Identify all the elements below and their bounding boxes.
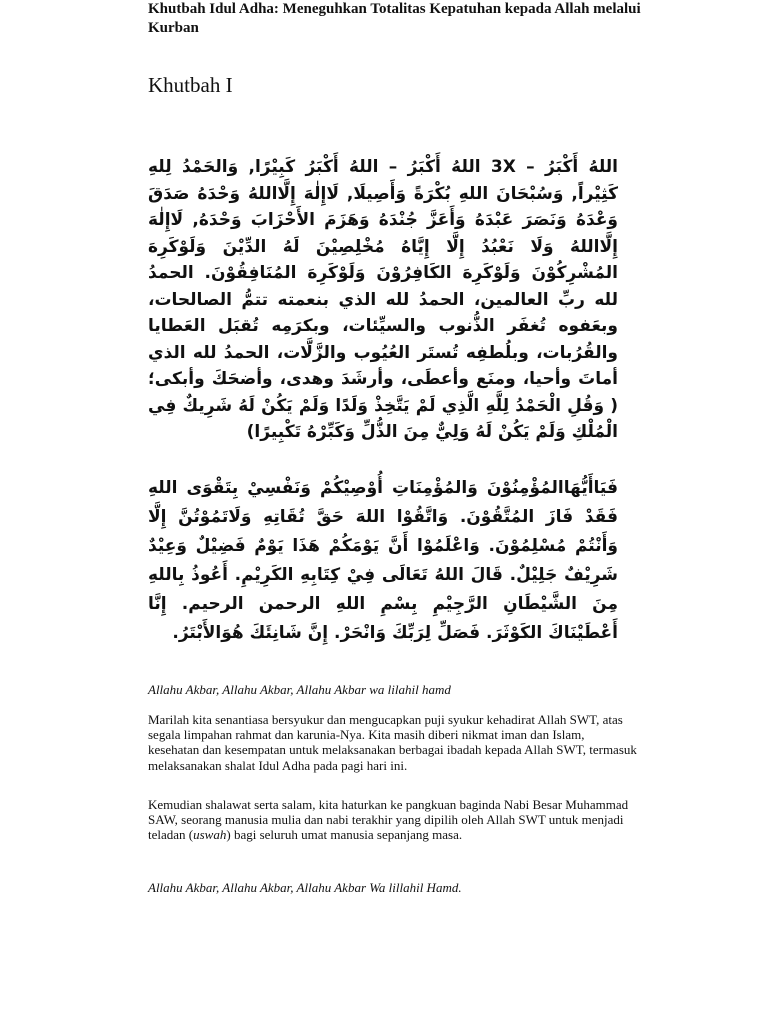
paragraph-shalawat-text-after: ) bagi seluruh umat manusia sepanjang masa. — [226, 827, 463, 843]
paragraph-shalawat-text-before: Kemudian shalawat serta salam, kita haturkan ke pangkuan baginda Nabi Besar Muhammad SAW, seorang manusia mulia dan nabi terakhir yang dipilih oleh Allah SWT untuk menjadi teladan ( — [148, 797, 629, 843]
takbir-line-1: Allahu Akbar, Allahu Akbar, Allahu Akbar wa lilahil hamd — [148, 682, 451, 697]
paragraph-syukur: Marilah kita senantiasa bersyukur dan mengucapkan puji syukur kehadirat Allah SWT, atas segala limpahan rahmat dan karunia-Nya. Kita masih diberi nikmat iman dan Islam, kesehatan dan kesempatan untuk melaksanakan berbagai ibadah kepada Allah SWT, termasuk melaksanakan shalat Idul Adha pada pagi hari ini. — [148, 712, 637, 773]
arabic-opening-takbir: اللهُ أَكْبَرُ – 3X اللهُ أَكْبَرُ – اللهُ أَكْبَرُ كَبِيْرًا, وَالحَمْدُ لِلهِ كَثِيْراً, وَسُبْحَانَ اللهِ بُكْرَةً وَأَصِيلَا, لَاإِلٰهَ إِلَّااللهُ وَحْدَهُ صَدَقَ وَعْدَهُ وَنَصَرَ عَبْدَهُ وَأَعَزَّ جُنْدَهُ وَهَزَمَ الأَحْزَابَ وَحْدَهُ, لَاإِلٰهَ إِلَّااللهُ وَلَا نَعْبُدُ إِلَّا إِيَّاهُ مُخْلِصِيْنَ لَهُ الدِّيْنَ وَلَوْكَرِهَ المُشْرِكُوْنَ وَلَوْكَرِهَ الكَافِرُوْنَ وَلَوْكَرِهَ المُنَافِقُوْنَ. الحمدُ لله ربِّ العالمين، الحمدُ لله الذي بنعمته تتمُّ الصالحات، وبعَفوه تُغفَر الذُّنوب والسيِّئات، وبكرَمِه تُقبَل العَطايا والقُرُبات، وبلُطفِه تُستَر العُيُوب والزَّلَّات، الحمدُ لله الذي أماتَ وأحيا، ومنَع وأعطَى، وأرشَدَ وهدى، وأضحَكَ وأبكى؛ ( وَقُلِ الْحَمْدُ لِلَّهِ الَّذِي لَمْ يَتَّخِذْ وَلَدًا وَلَمْ يَكُنْ لَهُ شَرِيكٌ فِي الْمُلْكِ وَلَمْ يَكُنْ لَهُ وَلِيٌّ مِنَ الذُّلِّ وَكَبِّرْهُ تَكْبِيرًا) — [148, 157, 618, 442]
uswah-emphasis: uswah — [193, 827, 227, 843]
arabic-wasiat-taqwa: فَيَاأَيُّهَاالمُؤْمِنُوْنَ وَالمُؤْمِنَاتِ أُوْصِيْكُمْ وَنَفْسِيْ بِتَقْوَى اللهِ فَقَدْ فَازَ المُتَّقُوْنَ. وَاتَّقُوْا اللهَ حَقَّ تُقَاتِهِ وَلَاتَمُوْتُنَّ إِلَّا وَأَنْتُمْ مُسْلِمُوْنَ. وَاعْلَمُوْا أَنَّ يَوْمَكُمْ هَذَا يَوْمٌ فَضِيْلٌ وَعِيْدٌ شَرِيْفٌ جَلِيْلٌ. قَالَ اللهُ تَعَالَى فِيْ كِتَابِهِ الكَرِيْمِ. أَعُوذُ بِاللهِ مِنَ الشَّيْطَانِ الرَّجِيْمِ بِسْمِ اللهِ الرحمن الرحيم. إِنَّا أَعْطَيْنَاكَ الكَوْثَرَ. فَصَلِّ لِرَبِّكَ وَانْحَرْ. إِنَّ شَانِئَكَ هُوَالأَبْتَرُ. — [148, 478, 618, 643]
paragraph-shalawat — [148, 797, 638, 843]
document-title: Khutbah Idul Adha: Meneguhkan Totalitas Kepatuhan kepada Allah melalui Kurban — [148, 1, 641, 36]
takbir-line-2: Allahu Akbar, Allahu Akbar, Allahu Akbar Wa lillahil Hamd. — [148, 880, 462, 895]
section-heading: Khutbah I — [148, 73, 233, 97]
